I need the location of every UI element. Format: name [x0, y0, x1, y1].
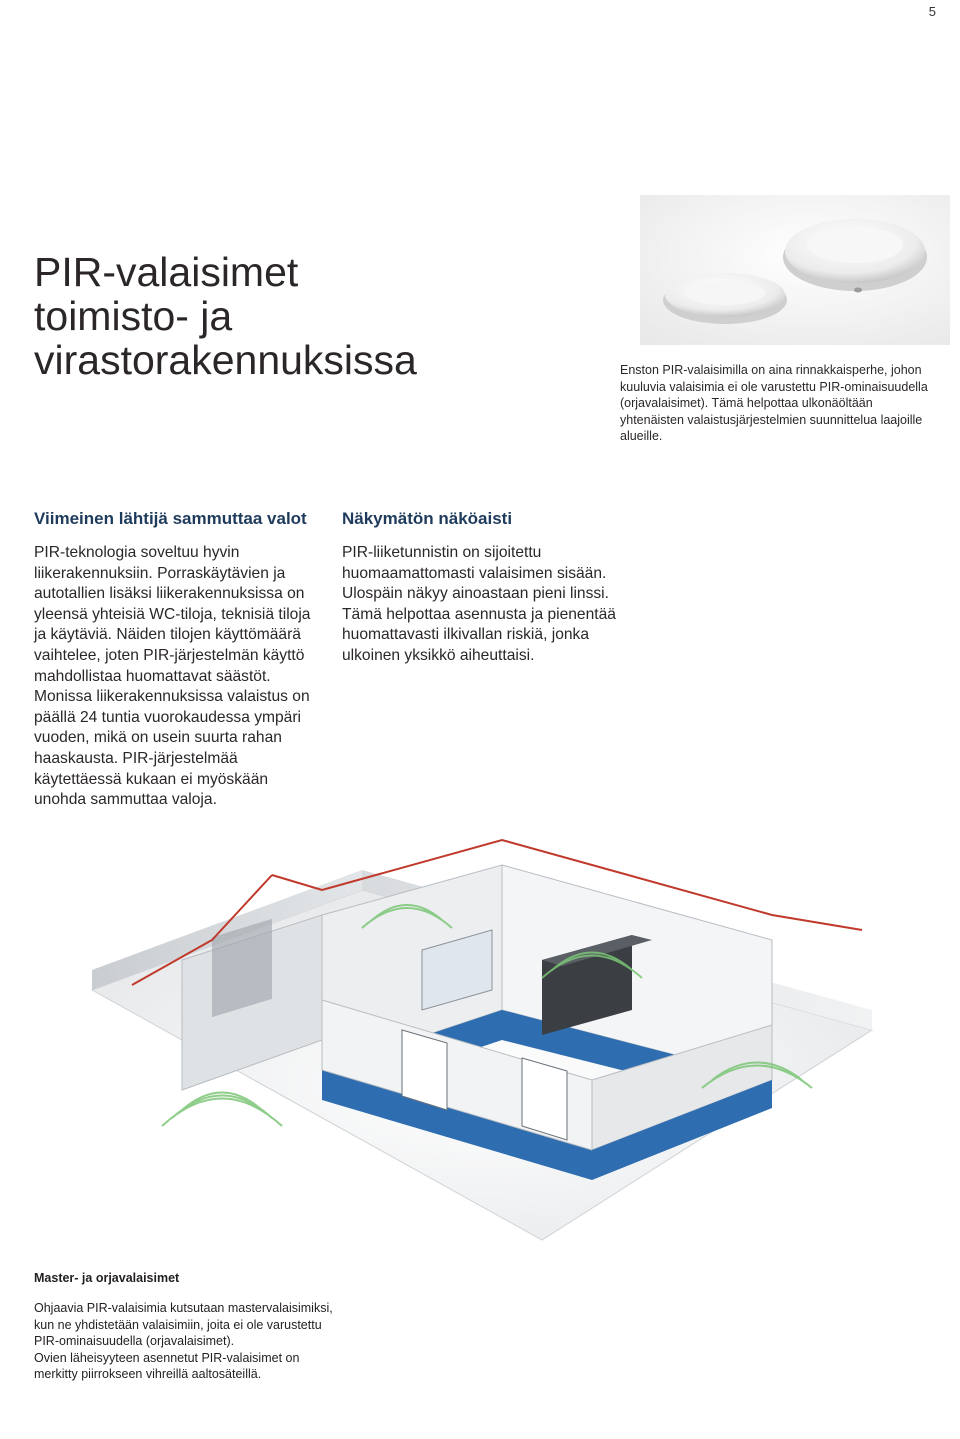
page-title: [34, 250, 494, 382]
photo-caption: Enston PIR-valaisimilla on aina rinnakkaisperhe, johon kuuluvia valaisimia ei ole varustettu PIR-ominaisuudella (orjavalaisimet). Tämä helpottaa ulkonäöltään yhtenäisten valaistusjärjestelmien suunnittelua laajoille alueille.: [620, 363, 928, 443]
building-illustration: [72, 780, 892, 1250]
right-section-body: PIR-liiketunnistin on sijoitettu huomaamattomasti valaisimen sisään. Ulospäin näkyy ainoastaan pieni linssi. Tämä helpottaa asennusta ja pienentää huomattavasti ilkivallan riskiä, jonka ulkoinen yksikkö aiheuttaisi.: [342, 544, 616, 664]
luminaire-image: [640, 195, 950, 345]
title-line-1: PIR-valaisimet: [34, 249, 299, 295]
title-line-2: toimisto- ja: [34, 293, 233, 339]
bottom-section-paragraph-2: Ovien läheisyyteen asennetut PIR-valaisimet on merkitty piirrokseen vihreillä aaltosäteillä.: [34, 1350, 300, 1382]
bottom-section: [34, 1270, 334, 1382]
building-image: [72, 780, 892, 1250]
right-section-heading: Näkymätön näköaisti: [342, 509, 513, 528]
left-section-heading: Viimeinen lähtijä sammuttaa valot: [34, 509, 307, 528]
left-section-body: PIR-teknologia soveltuu hyvin liikerakennuksiin. Porraskäytävien ja autotallien lisäksi liikerakennuksissa on yleensä yhteisiä WC-tiloja, teknisiä tiloja ja käytäviä. Näiden tilojen käyttömäärä vaihtelee, joten PIR-järjestelmän käyttö mahdollistaa huomattavat säästöt. Monissa liikerakennuksissa valaistus on päällä 24 tuntia vuorokaudessa ympäri vuoden, mikä on usein suurta rahan haaskausta. PIR-järjestelmää käytettäessä kukaan ei myöskään unohda sammuttaa valoja.: [34, 544, 311, 809]
right-section: [342, 508, 632, 667]
luminaire-photo: [640, 195, 950, 345]
page-number: 5: [928, 4, 936, 19]
title-line-3: virastorakennuksissa: [34, 337, 417, 383]
bottom-section-heading: Master- ja orjavalaisimet: [34, 1271, 180, 1285]
left-section: [34, 508, 314, 811]
bottom-section-paragraph-1: Ohjaavia PIR-valaisimia kutsutaan mastervalaisimiksi, kun ne yhdistetään valaisimiin, joita ei ole varustettu PIR-ominaisuudella (orjavalaisimet).: [34, 1301, 333, 1349]
